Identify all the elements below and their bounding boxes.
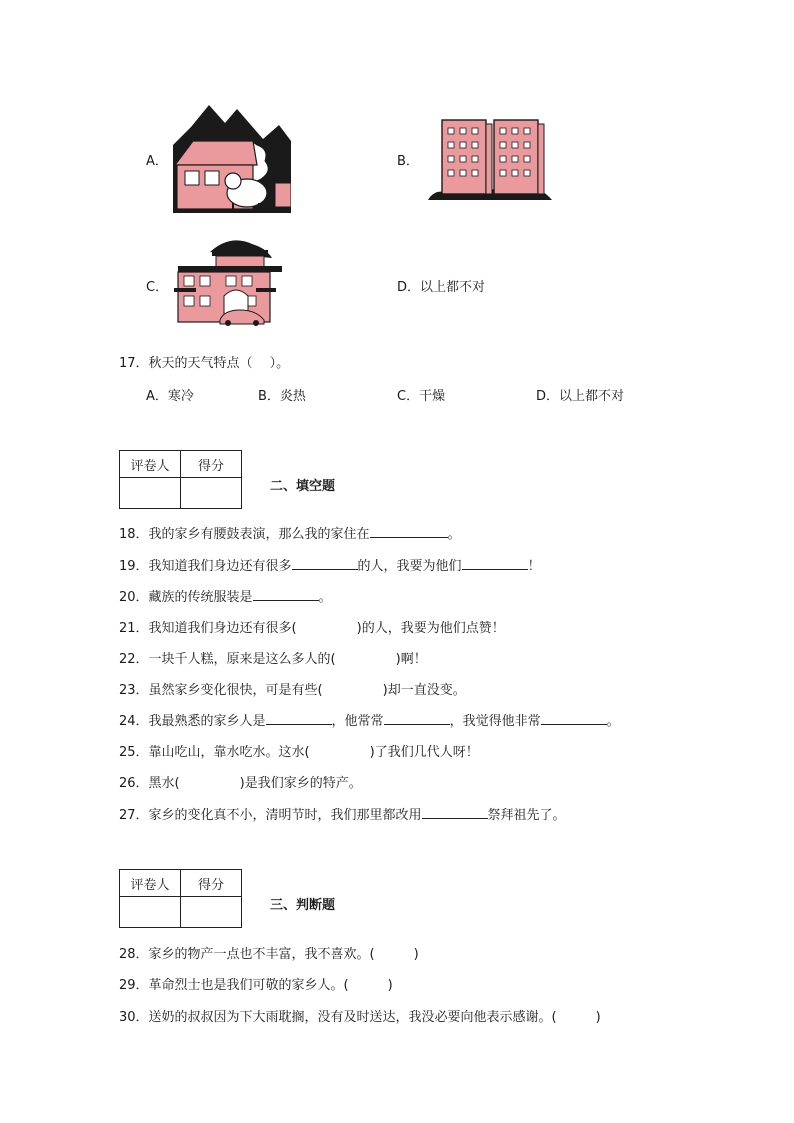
option-c-label: C． [146,280,169,295]
score-table-score-header: 得分 [181,870,242,897]
answer-blank[interactable] [384,712,450,725]
question-25 [119,741,479,760]
question-24-mid1: ，他常常 [331,714,384,729]
question-22-end: )啊！ [395,652,427,667]
score-table-score-header: 得分 [181,451,242,478]
question-19 [119,555,541,574]
answer-blank[interactable] [541,712,607,725]
question-17-option-b: B．炎热 [258,389,306,404]
question-21-text: 21．我知道我们身边还有很多( [119,621,297,636]
village-house-illustration [173,105,291,213]
villa-illustration [172,236,284,326]
section-3-title: 三、判断题 [270,898,336,913]
question-21 [119,617,505,636]
question-17-stem: 17．秋天的天气特点（ ）。 [119,356,290,371]
question-29[interactable]: 29．革命烈士也是我们可敬的家乡人。( ) [119,978,393,993]
answer-blank[interactable] [292,557,358,570]
question-22-text: 22．一块千人糕，原来是这么多人的( [119,652,336,667]
option-a-label: A． [146,154,168,169]
question-24-text: 24．我最熟悉的家乡人是 [119,714,266,729]
question-18 [119,523,461,542]
answer-blank[interactable] [462,557,528,570]
score-table-grader-header: 评卷人 [120,870,181,897]
score-table-section-3 [119,869,242,928]
question-22 [119,648,427,667]
option-d-label: D．以上都不对 [397,280,486,295]
question-20-end: 。 [318,590,332,605]
question-28[interactable]: 28．家乡的物产一点也不丰富，我不喜欢。( ) [119,947,419,962]
question-23 [119,679,466,698]
question-23-end: )却一直没变。 [382,683,466,698]
question-26-text: 26．黑水( [119,776,180,791]
answer-blank[interactable] [370,525,448,538]
apartment-buildings-illustration [428,116,552,202]
question-19-end: ！ [527,559,541,574]
question-18-text: 18．我的家乡有腰鼓表演，那么我的家住在 [119,527,370,542]
score-table-grader-header: 评卷人 [120,451,181,478]
question-17-option-d: D．以上都不对 [536,389,625,404]
question-24 [119,710,620,729]
question-27 [119,804,566,823]
score-table-section-2 [119,450,242,509]
question-24-mid2: ，我觉得他非常 [449,714,541,729]
question-19-mid: 的人，我要为他们 [357,559,462,574]
question-20-text: 20．藏族的传统服装是 [119,590,253,605]
section-2-title: 二、填空题 [270,479,336,494]
question-25-text: 25．靠山吃山，靠水吃水。这水( [119,745,310,760]
answer-blank[interactable] [253,588,319,601]
question-30[interactable]: 30．送奶的叔叔因为下大雨耽搁，没有及时送达，我没必要向他表示感谢。( ) [119,1010,601,1025]
question-23-text: 23．虽然家乡变化很快，可是有些( [119,683,323,698]
score-table-score-cell[interactable] [181,897,242,928]
option-b-label: B． [397,154,419,169]
question-21-end: )的人，我要为他们点赞！ [356,621,505,636]
question-17-option-c: C．干燥 [397,389,446,404]
question-19-text: 19．我知道我们身边还有很多 [119,559,292,574]
answer-blank[interactable] [422,806,488,819]
score-table-score-cell[interactable] [181,478,242,509]
question-20 [119,586,332,605]
question-26 [119,772,362,791]
question-24-end: 。 [606,714,620,729]
question-17-option-a: A．寒冷 [146,389,194,404]
question-26-end: )是我们家乡的特产。 [239,776,362,791]
question-27-end: 祭拜祖先了。 [487,808,566,823]
question-25-end: )了我们几代人呀！ [369,745,479,760]
score-table-grader-cell[interactable] [120,897,181,928]
question-18-end: 。 [447,527,461,542]
question-27-text: 27．家乡的变化真不小，清明节时，我们那里都改用 [119,808,422,823]
answer-blank[interactable] [266,712,332,725]
score-table-grader-cell[interactable] [120,478,181,509]
